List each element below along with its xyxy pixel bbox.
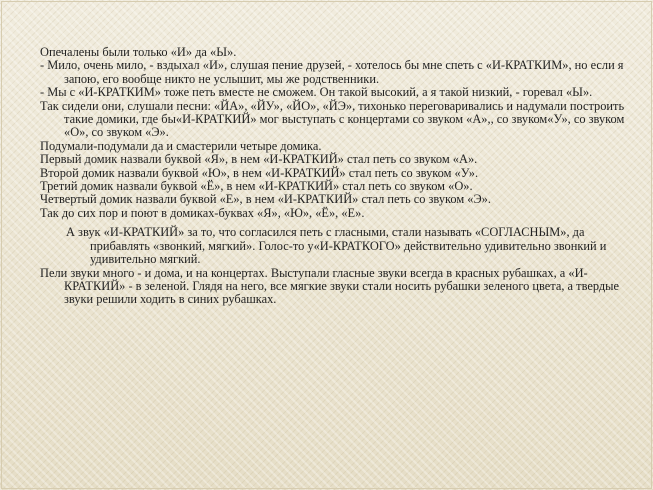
paragraph-5 [40, 267, 625, 307]
paragraph-3-text: Подумали-подумали да и смастерили четыре домика. [40, 138, 322, 153]
paragraph-1-subline-2: - Мы с «И-КРАТКИМ» тоже петь вместе не сможем. Он такой высокий, а я такой низкий, - горевал «Ы». [40, 85, 593, 100]
paragraph-3-subline-2: Второй домик назвали буквой «Ю», в нем «И-КРАТКИЙ» стал петь со звуком «У». [40, 165, 479, 180]
paragraph-4 [40, 226, 625, 266]
paragraph-4-text: А звук «И-КРАТКИЙ» за то, что согласился петь с гласными, стали называть «СОГЛАСНЫМ», да прибавлять «звонкий, мягкий». Голос-то у«И-КРАТКОГО» действительно удивительно звонкий и удивительно мягкий. [66, 225, 607, 267]
paragraph-3-subline-4: Четвертый домик назвали буквой «Е», в нем «И-КРАТКИЙ» стал петь со звуком «Э». [40, 192, 491, 207]
paragraph-3-subline-5: Так до сих пор и поют в домиках-буквах «Я», «Ю», «Ё», «Е». [40, 205, 365, 220]
paragraph-5-text: Пели звуки много - и дома, и на концертах. Выступали гласные звуки всегда в красных рубашках, а «И-КРАТКИЙ» - в зеленой. Глядя на него, все мягкие звуки стали носить рубашки зеленого цвета, а твердые звуки решили ходить в синих рубашках. [40, 265, 620, 307]
paragraph-1-text: Опечалены были только «И» да «Ы». [40, 45, 237, 59]
paragraph-1-subline-1: - Мило, очень мило, - вздыхал «И», слушая пение друзей, - хотелось бы мне спеть с «И-КРАТКИМ», но если я запою, его вообще никто не услышит, мы же родственники. [40, 58, 624, 86]
paragraph-2 [40, 100, 625, 140]
paragraph-3 [40, 140, 625, 220]
paragraph-1 [40, 46, 625, 100]
paragraph-3-subline-3: Третий домик назвали буквой «Ё», в нем «И-КРАТКИЙ» стал петь со звуком «О». [40, 179, 473, 194]
paragraph-2-text: Так сидели они, слушали песни: «ЙА», «ЙУ», «ЙО», «ЙЭ», тихонько переговаривались и надумали построить такие домики, где бы«И-КРАТКИЙ» мог выступать с концертами со звуком «А»,, со звуком«У», со звуком «О», со звуком «Э». [40, 98, 625, 140]
paragraph-3-subline-1: Первый домик назвали буквой «Я», в нем «И-КРАТКИЙ» стал петь со звуком «А». [40, 152, 478, 167]
text-body [40, 46, 625, 307]
